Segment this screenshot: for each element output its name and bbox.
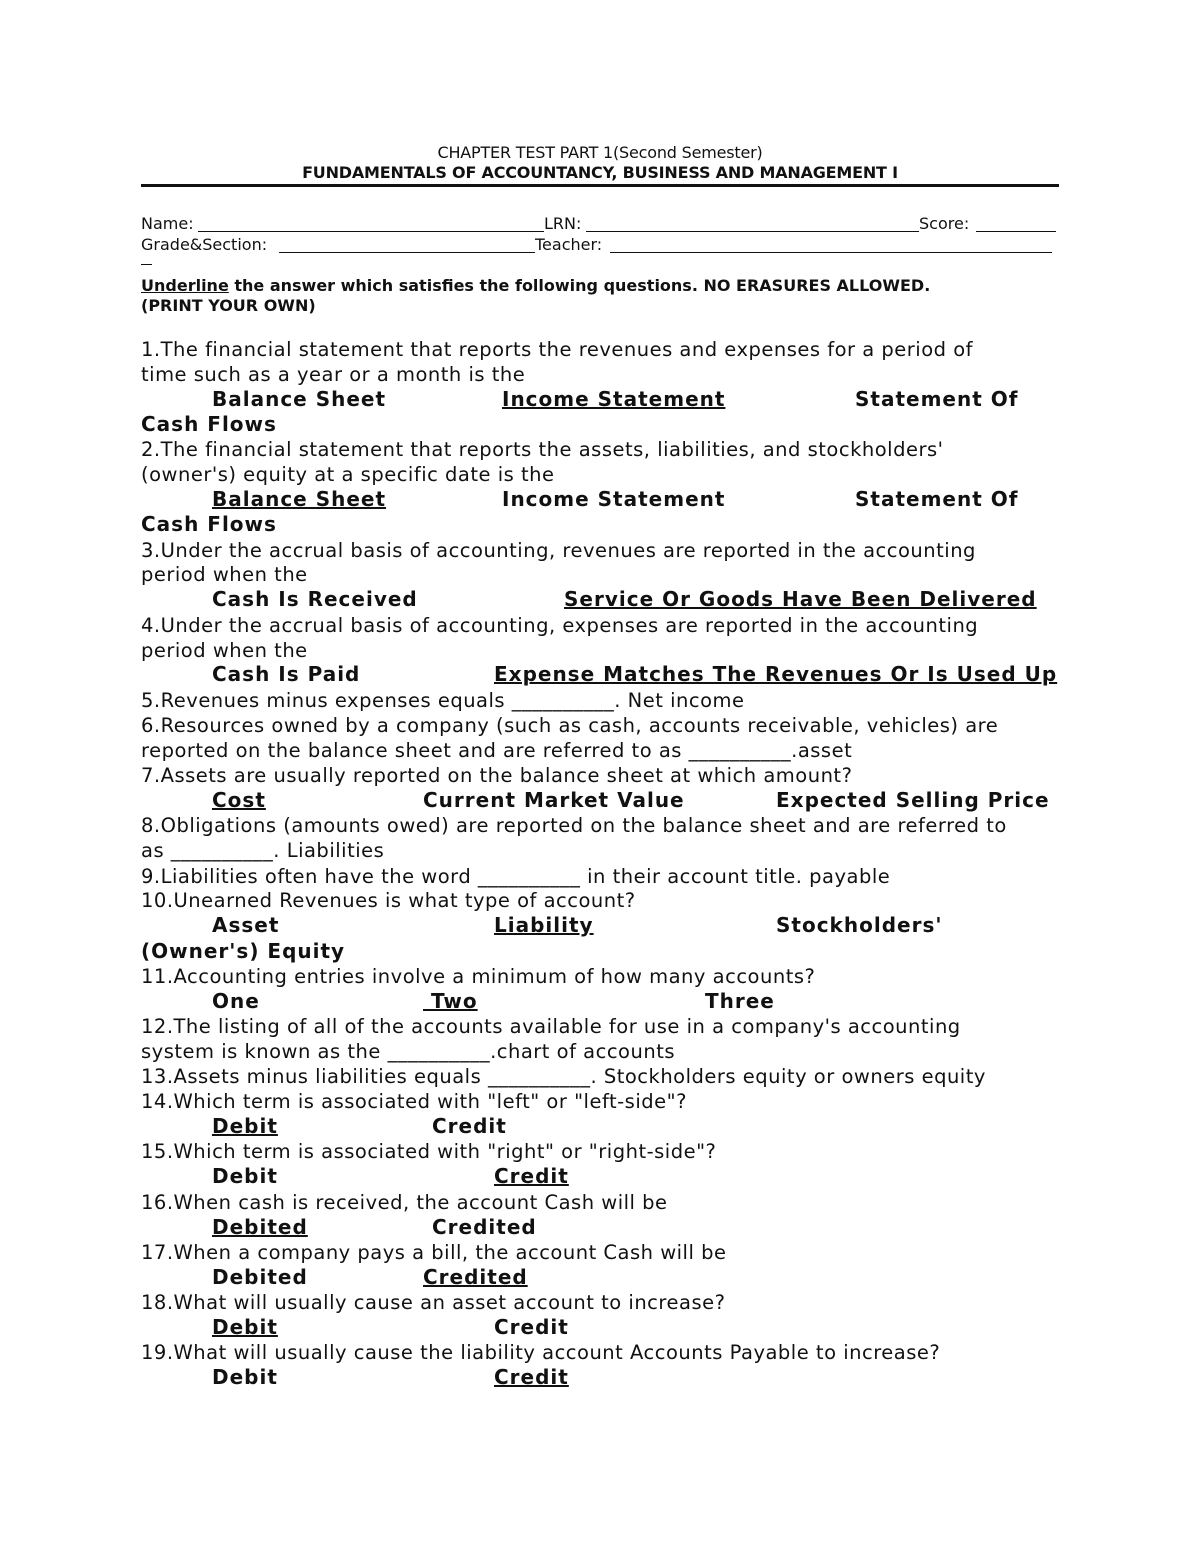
- question-5: 5.Revenues minus expenses equals __________. Net income: [141, 689, 745, 712]
- q10-option-liability[interactable]: Liability: [494, 913, 594, 937]
- instruction-note: (PRINT YOUR OWN): [141, 296, 316, 315]
- question-9: 9.Liabilities often have the word __________ in their account title. payable: [141, 865, 891, 888]
- test-title: CHAPTER TEST PART 1(Second Semester): [437, 143, 763, 162]
- q18-option-debit[interactable]: Debit: [212, 1315, 278, 1339]
- q15-option-credit[interactable]: Credit: [494, 1164, 569, 1188]
- student-info-row-1: [141, 214, 1059, 234]
- question-7: 7.Assets are usually reported on the balance sheet at which amount?: [141, 764, 853, 787]
- question-11: 11.Accounting entries involve a minimum of how many accounts?: [141, 965, 816, 988]
- q1-option-statement-of-cash-flows[interactable]: Statement Of: [855, 387, 1019, 411]
- q1-option-balance-sheet[interactable]: Balance Sheet: [212, 387, 387, 411]
- question-6-line-1: 6.Resources owned by a company (such as cash, accounts receivable, vehicles) are: [141, 714, 999, 737]
- stray-dash: [141, 264, 152, 265]
- question-4-line-1: 4.Under the accrual basis of accounting, expenses are reported in the accounting: [141, 614, 979, 637]
- question-12-line-1: 12.The listing of all of the accounts available for use in a company's accounting: [141, 1015, 961, 1038]
- question-3-line-1: 3.Under the accrual basis of accounting, revenues are reported in the accounting: [141, 539, 976, 562]
- question-8-line-2: as __________. Liabilities: [141, 839, 385, 862]
- header-divider: [141, 184, 1059, 187]
- q16-option-debited[interactable]: Debited: [212, 1215, 308, 1239]
- teacher-field[interactable]: [610, 252, 1052, 253]
- q7-option-expected-selling-price[interactable]: Expected Selling Price: [776, 788, 1050, 812]
- q4-option-expense-matches[interactable]: Expense Matches The Revenues Or Is Used Up: [494, 662, 1058, 686]
- question-2-line-1: 2.The financial statement that reports the assets, liabilities, and stockholders': [141, 438, 944, 461]
- instructions: [141, 276, 1059, 316]
- question-4-line-2: period when the: [141, 639, 308, 662]
- q17-option-debited[interactable]: Debited: [212, 1265, 308, 1289]
- teacher-label: Teacher:: [535, 235, 603, 254]
- q19-option-debit[interactable]: Debit: [212, 1365, 278, 1389]
- lrn-label: LRN:: [544, 214, 582, 233]
- question-16: 16.When cash is received, the account Cash will be: [141, 1191, 668, 1214]
- q4-option-cash-paid[interactable]: Cash Is Paid: [212, 662, 361, 686]
- q19-option-credit[interactable]: Credit: [494, 1365, 569, 1389]
- q1-option-income-statement[interactable]: Income Statement: [502, 387, 726, 411]
- q17-option-credited[interactable]: Credited: [423, 1265, 528, 1289]
- score-label: Score:: [919, 214, 970, 233]
- q3-option-cash-received[interactable]: Cash Is Received: [212, 587, 418, 611]
- question-19: 19.What will usually cause the liability account Accounts Payable to increase?: [141, 1341, 941, 1364]
- name-label: Name:: [141, 214, 194, 233]
- question-1-line-1: 1.The financial statement that reports the revenues and expenses for a period of: [141, 338, 974, 361]
- q10-option-stockholders[interactable]: Stockholders': [776, 913, 943, 937]
- instruction-keyword: Underline: [141, 276, 229, 295]
- question-6-line-2: reported on the balance sheet and are referred to as __________.asset: [141, 739, 853, 762]
- question-12-line-2: system is known as the __________.chart of accounts: [141, 1040, 675, 1063]
- student-info-row-2: [141, 235, 1059, 255]
- question-18: 18.What will usually cause an asset account to increase?: [141, 1291, 726, 1314]
- q14-option-debit[interactable]: Debit: [212, 1114, 278, 1138]
- question-15: 15.Which term is associated with "right" or "right-side"?: [141, 1140, 717, 1163]
- q11-option-three[interactable]: Three: [705, 989, 775, 1013]
- q2-option-balance-sheet[interactable]: Balance Sheet: [212, 487, 387, 511]
- q2-option-income-statement[interactable]: Income Statement: [502, 487, 726, 511]
- q3-option-service-delivered[interactable]: Service Or Goods Have Been Delivered: [564, 587, 1037, 611]
- q1-option-cash-flows-cont[interactable]: Cash Flows: [141, 412, 277, 436]
- question-1-line-2: time such as a year or a month is the: [141, 363, 526, 386]
- q18-option-credit[interactable]: Credit: [494, 1315, 569, 1339]
- q11-option-one[interactable]: One: [212, 989, 260, 1013]
- question-2-line-2: (owner's) equity at a specific date is the: [141, 463, 555, 486]
- q10-option-owners-equity-cont[interactable]: (Owner's) Equity: [141, 939, 346, 963]
- instruction-text: the answer which satisfies the following questions. NO ERASURES ALLOWED.: [228, 276, 931, 295]
- lrn-field[interactable]: [586, 231, 919, 232]
- score-field[interactable]: [976, 231, 1056, 232]
- q7-option-current-market-value[interactable]: Current Market Value: [423, 788, 685, 812]
- question-10: 10.Unearned Revenues is what type of account?: [141, 889, 636, 912]
- name-field[interactable]: [198, 231, 544, 232]
- question-14: 14.Which term is associated with "left" or "left-side"?: [141, 1090, 687, 1113]
- subject-title: FUNDAMENTALS OF ACCOUNTANCY, BUSINESS AND MANAGEMENT I: [302, 163, 898, 182]
- question-8-line-1: 8.Obligations (amounts owed) are reported on the balance sheet and are referred to: [141, 814, 1007, 837]
- question-3-line-2: period when the: [141, 563, 308, 586]
- q15-option-debit[interactable]: Debit: [212, 1164, 278, 1188]
- q11-option-two[interactable]: Two: [423, 989, 478, 1013]
- q7-option-cost[interactable]: Cost: [212, 788, 266, 812]
- question-13: 13.Assets minus liabilities equals __________. Stockholders equity or owners equity: [141, 1065, 986, 1088]
- q16-option-credited[interactable]: Credited: [432, 1215, 537, 1239]
- grade-section-field[interactable]: [279, 252, 535, 253]
- grade-section-label: Grade&Section:: [141, 235, 268, 254]
- q10-option-asset[interactable]: Asset: [212, 913, 280, 937]
- q2-option-statement-of-cash-flows[interactable]: Statement Of: [855, 487, 1019, 511]
- question-17: 17.When a company pays a bill, the account Cash will be: [141, 1241, 727, 1264]
- q14-option-credit[interactable]: Credit: [432, 1114, 507, 1138]
- q2-option-cash-flows-cont[interactable]: Cash Flows: [141, 512, 277, 536]
